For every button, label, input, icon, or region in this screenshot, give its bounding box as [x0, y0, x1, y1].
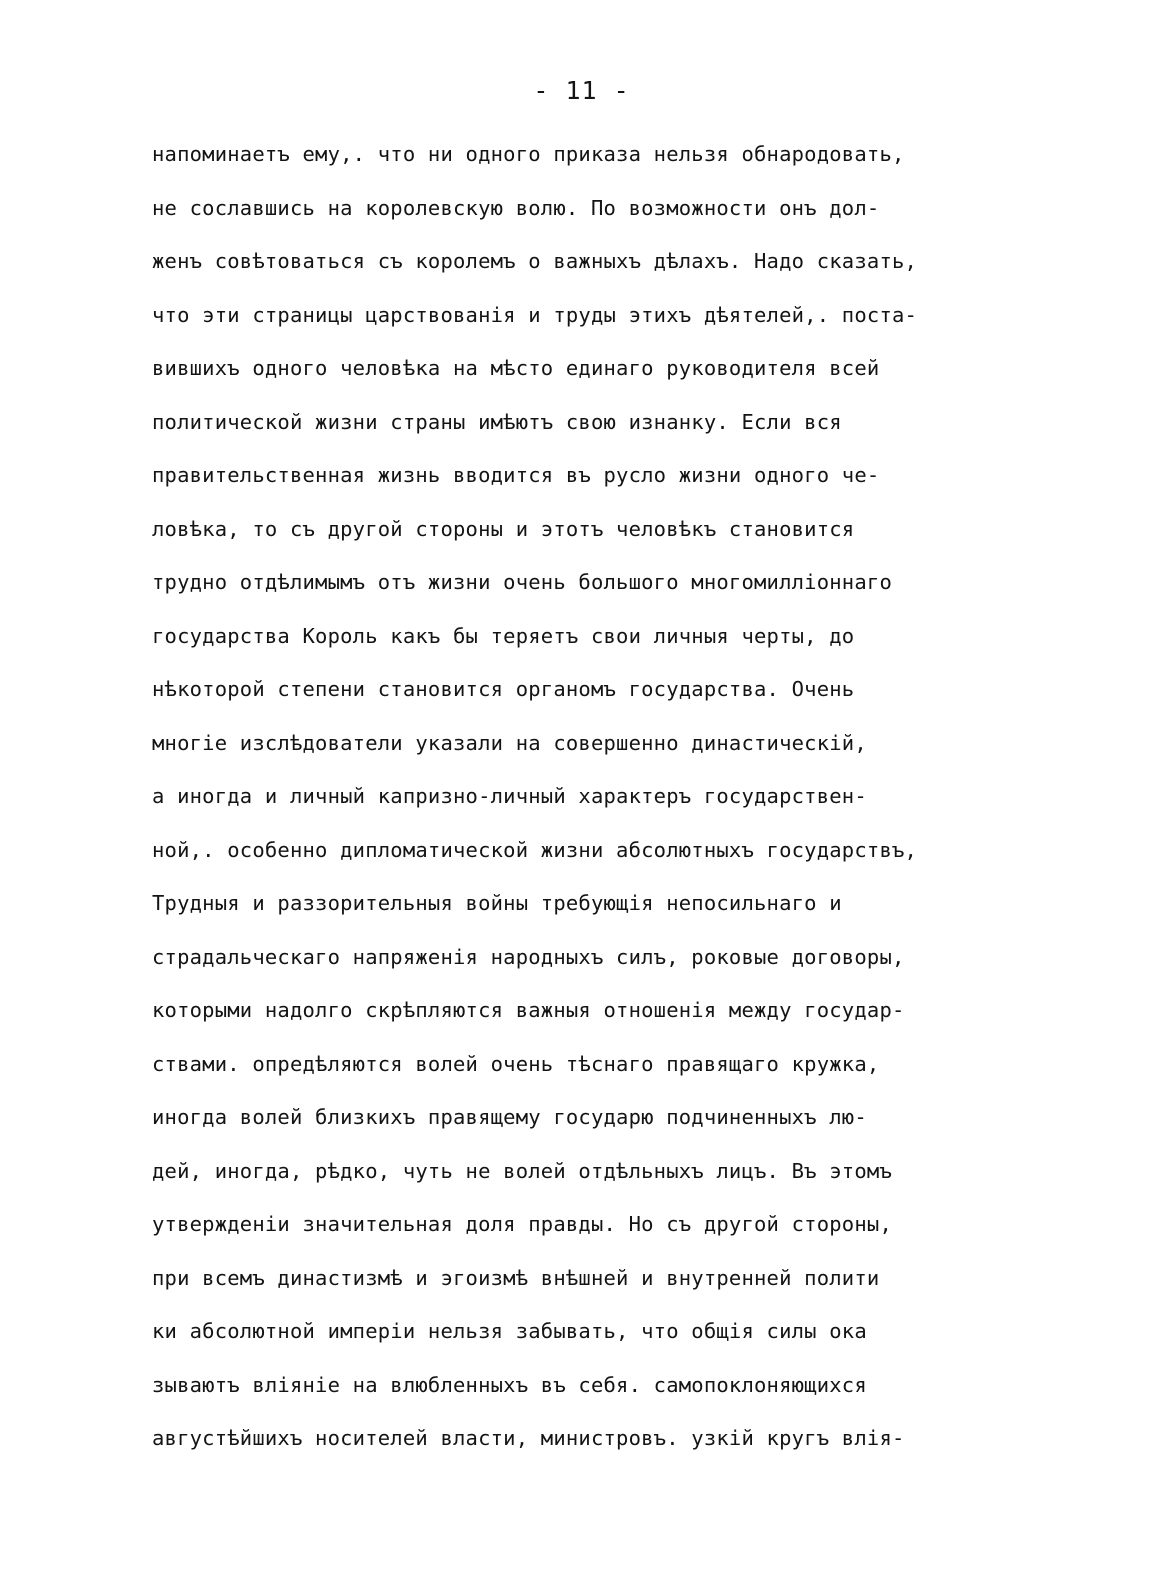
text-line: ловѣка, то съ другой стороны и этотъ человѣкъ становится — [152, 516, 855, 541]
text-body — [152, 128, 1032, 1466]
text-line: нѣкоторой степени становится органомъ государства. Очень — [152, 677, 855, 701]
text-line: которыми надолго скрѣпляются важныя отношенія между государ- — [152, 998, 905, 1022]
text-line: ствами. опредѣляются волей очень тѣснаго правящаго кружка, — [152, 1051, 880, 1076]
text-line: политической жизни страны имѣютъ свою изнанку. Если вся — [152, 409, 842, 434]
text-line: женъ совѣтоваться съ королемъ о важныхъ дѣлахъ. Надо сказать, — [152, 249, 918, 273]
text-line: что эти страницы царствованія и труды этихъ дѣятелей,. поста- — [152, 302, 918, 327]
text-line: дей, иногда, рѣдко, чуть не волей отдѣльныхъ лицъ. Въ этомъ — [152, 1158, 892, 1183]
text-line: ной,. особенно дипломатической жизни абсолютныхъ государствъ, — [152, 837, 918, 862]
text-line: многіе изслѣдователи указали на совершенно династическій, — [152, 730, 867, 755]
text-line: ки абсолютной имперіи нельзя забывать, что общія силы ока — [152, 1319, 867, 1343]
text-line: государства Король какъ бы теряетъ свои личныя черты, до — [152, 623, 855, 648]
text-line: трудно отдѣлимымъ отъ жизни очень большого многомилліоннаго — [152, 570, 892, 594]
page-number: - 11 - — [533, 76, 630, 105]
text-line: не сославшись на королевскую волю. По возможности онъ дол- — [152, 195, 880, 220]
text-line: а иногда и личный капризно-личный характеръ государствен- — [152, 784, 867, 808]
text-line: иногда волей близкихъ правящему государю подчиненныхъ лю- — [152, 1105, 867, 1129]
text-line: августѣйшихъ носителей власти, министровъ. узкій кругъ влія- — [152, 1426, 905, 1450]
text-line: правительственная жизнь вводится въ русло жизни одного че- — [152, 463, 880, 487]
text-line: страдальческаго напряженія народныхъ силъ, роковые договоры, — [152, 944, 905, 969]
text-line: вившихъ одного человѣка на мѣсто единаго руководителя всей — [152, 356, 880, 380]
text-line: утвержденіи значительная доля правды. Но съ другой стороны, — [152, 1212, 892, 1236]
text-line: Трудныя и раззорительныя войны требующія непосильнаго и — [152, 891, 842, 915]
text-line: зываютъ вліяніе на влюбленныхъ въ себя. самопоклоняющихся — [152, 1372, 867, 1397]
text-line: напоминаетъ ему,. что ни одного приказа нельзя обнародовать, — [152, 142, 905, 166]
text-line: при всемъ династизмѣ и эгоизмѣ внѣшней и внутренней полити — [152, 1265, 880, 1290]
